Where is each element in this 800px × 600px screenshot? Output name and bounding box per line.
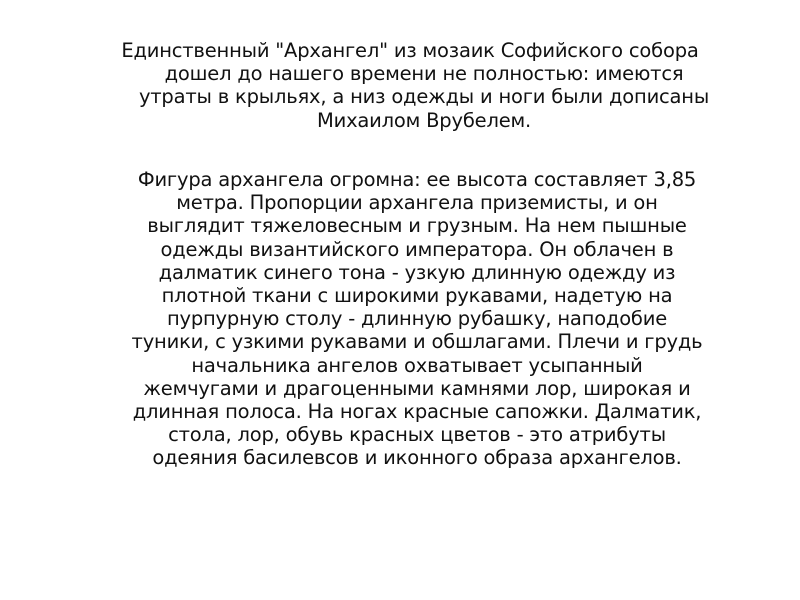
paragraph-line: пурпурную столу - длинную рубашку, наподобие [166, 307, 668, 331]
paragraph-description [62, 168, 772, 470]
paragraph-line: длинная полоса. На ногах красные сапожки. Далматик, [132, 400, 702, 424]
paragraph-line: туники, с узкими рукавами и обшлагами. Плечи и грудь [131, 330, 703, 354]
paragraph-line: жемчугами и драгоценными камнями лор, широкая и [143, 376, 691, 400]
paragraph-line: дошел до нашего времени не полностью: имеются [164, 62, 684, 86]
paragraph-line: далматик синего тона - узкую длинную одежду из [158, 260, 676, 284]
paragraph-line: Михаилом Врубелем. [316, 108, 532, 132]
paragraph-line: утраты в крыльях, а низ одежды и ноги были дописаны [138, 85, 710, 109]
paragraph-line: Единственный "Архангел" из мозаик Софийского собора [121, 39, 699, 62]
paragraph-line: метра. Пропорции архангела приземисты, и он [176, 191, 658, 215]
paragraph-line: выглядит тяжеловесным и грузным. На нем пышные [147, 214, 687, 238]
paragraph-line: стола, лор, обувь красных цветов - это атрибуты [168, 423, 666, 447]
paragraph-line: Фигура архангела огромна: ее высота составляет 3,85 [137, 168, 697, 191]
paragraph-line: плотной ткани с широкими рукавами, надетую на [161, 284, 673, 308]
paragraph-line: одежды византийского императора. Он облачен в [160, 237, 674, 261]
paragraph-line: начальника ангелов охватывает усыпанный [191, 353, 643, 377]
paragraph-intro [40, 39, 780, 132]
paragraph-line: одеяния басилевсов и иконного образа архангелов. [152, 446, 682, 470]
